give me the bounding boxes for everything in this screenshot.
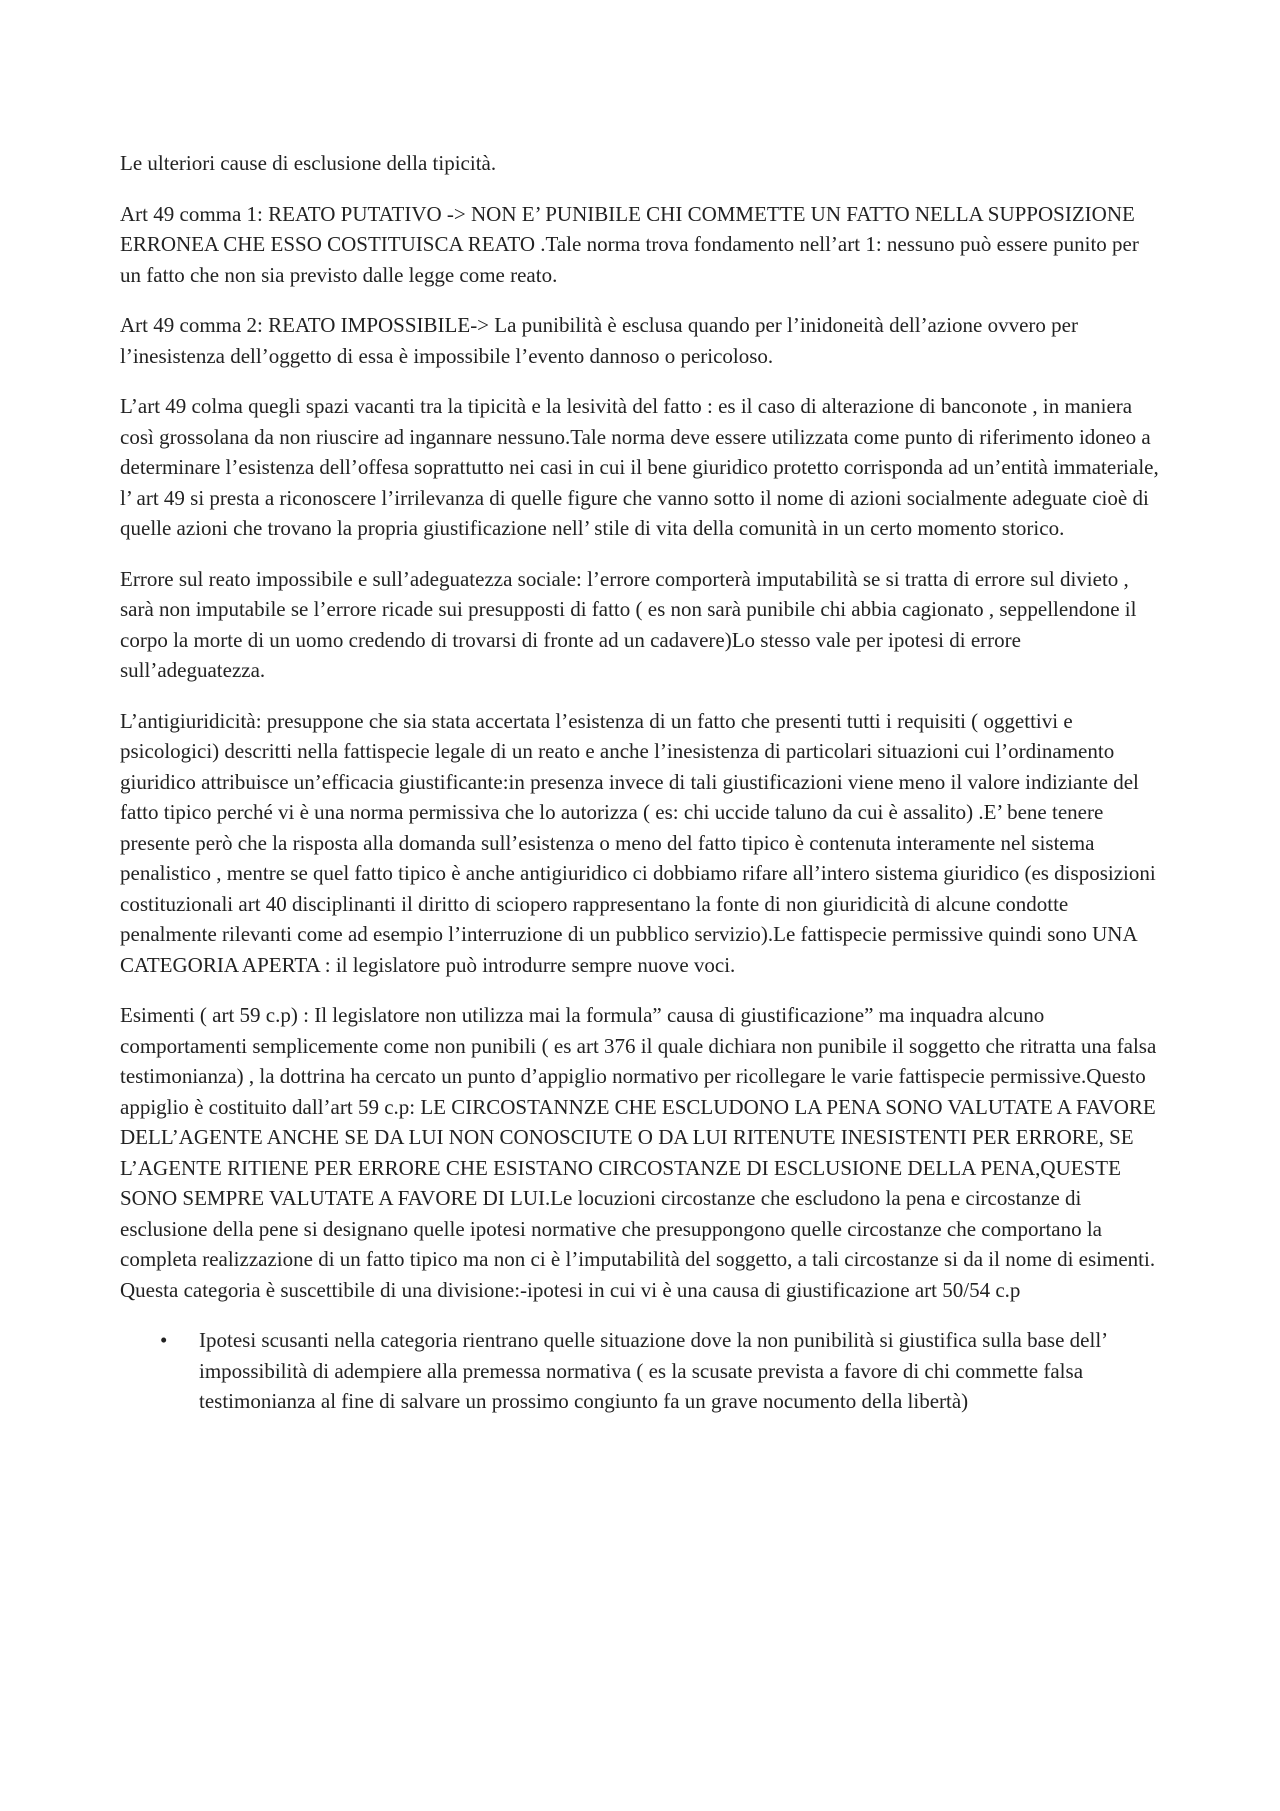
list-item — [120, 1325, 1160, 1417]
bullet-list — [120, 1325, 1160, 1417]
paragraph-reato-putativo: Art 49 comma 1: REATO PUTATIVO -> NON E’ PUNIBILE CHI COMMETTE UN FATTO NELLA SUPPOSIZIONE ERRONEA CHE ESSO COSTITUISCA REATO .Tale norma trova fondamento nell’art 1: nessuno può essere punito per un fatto che non sia previsto dalle legge come reato. — [120, 201, 1139, 287]
paragraph-reato-impossibile: Art 49 comma 2: REATO IMPOSSIBILE-> La punibilità è esclusa quando per l’inidoneità dell’azione ovvero per l’inesistenza dell’oggetto di essa è impossibile l’evento dannoso o pericoloso. — [120, 313, 1078, 368]
paragraph-art-49: L’art 49 colma quegli spazi vacanti tra la tipicità e la lesività del fatto : es il caso di alterazione di banconote , in maniera così grossolana da non riuscire ad ingannare nessuno.Tale norma deve essere utilizzata come punto di riferimento idoneo a determinare l’esistenza dell’offesa soprattutto nei casi in cui il bene giuridico protetto corrisponda ad un’entità immateriale, l’ art 49 si presta a riconoscere l’irrilevanza di quelle figure che vanno sotto il nome di azioni socialmente adeguate cioè di quelle azioni che trovano la propria giustificazione nell’ stile di vita della comunità in un certo momento storico. — [120, 394, 1159, 540]
document-page — [120, 148, 1160, 1417]
bullet-marker: • — [160, 1328, 168, 1352]
document-title: Le ulteriori cause di esclusione della tipicità. — [120, 151, 497, 175]
paragraph-antigiuridicita: L’antigiuridicità: presuppone che sia stata accertata l’esistenza di un fatto che presenti tutti i requisiti ( oggettivi e psicologici) descritti nella fattispecie legale di un reato e anche l’inesistenza di particolari situazioni cui l’ordinamento giuridico attribuisce un’efficacia giustificante:in presenza invece di tali giustificazioni viene meno il valore indiziante del fatto tipico perché vi è una norma permissiva che lo autorizza ( es: chi uccide taluno da cui è assalito) .E’ bene tenere presente però che la risposta alla domanda sull’esistenza o meno del fatto tipico è contenuta interamente nel sistema penalistico , mentre se quel fatto tipico è anche antigiuridico ci dobbiamo rifare all’intero sistema giuridico (es disposizioni costituzionali art 40 disciplinanti il diritto di sciopero rappresentano la fonte di non giuridicità di alcune condotte penalmente rilevanti come ad esempio l’interruzione di un pubblico servizio).Le fattispecie permissive quindi sono UNA CATEGORIA APERTA : il legislatore può introdurre sempre nuove voci. — [120, 708, 1156, 977]
paragraph-errore: Errore sul reato impossibile e sull’adeguatezza sociale: l’errore comporterà imputabilità se si tratta di errore sul divieto , sarà non imputabile se l’errore ricade sui presupposti di fatto ( es non sarà punibile chi abbia cagionato , seppellendone il corpo la morte di un uomo credendo di trovarsi di fronte ad un cadavere)Lo stesso vale per ipotesi di errore sull’adeguatezza. — [120, 566, 1137, 682]
bullet-text: Ipotesi scusanti nella categoria rientrano quelle situazione dove la non punibilità si giustifica sulla base dell’ impossibilità di adempiere alla premessa normativa ( es la scusate prevista a favore di chi commette falsa testimonianza al fine di salvare un prossimo congiunto fa un grave nocumento della libertà) — [199, 1328, 1107, 1413]
paragraph-esimenti: Esimenti ( art 59 c.p) : Il legislatore non utilizza mai la formula” causa di giustificazione” ma inquadra alcuno comportamenti semplicemente come non punibili ( es art 376 il quale dichiara non punibile il soggetto che ritratta una falsa testimonianza) , la dottrina ha cercato un punto d’appiglio normativo per ricollegare le varie fattispecie permissive.Questo appiglio è costituito dall’art 59 c.p: LE CIRCOSTANNZE CHE ESCLUDONO LA PENA SONO VALUTATE A FAVORE DELL’AGENTE ANCHE SE DA LUI NON CONOSCIUTE O DA LUI RITENUTE INESISTENTI PER ERRORE, SE L’AGENTE RITIENE PER ERRORE CHE ESISTANO CIRCOSTANZE DI ESCLUSIONE DELLA PENA,QUESTE SONO SEMPRE VALUTATE A FAVORE DI LUI.Le locuzioni circostanze che escludono la pena e circostanze di esclusione della pene si designano quelle ipotesi normative che presuppongono quelle circostanze che comportano la completa realizzazione di un fatto tipico ma non ci è l’imputabilità del soggetto, a tali circostanze si da il nome di esimenti. Questa categoria è suscettibile di una divisione:-ipotesi in cui vi è una causa di giustificazione art 50/54 c.p — [120, 1003, 1157, 1302]
